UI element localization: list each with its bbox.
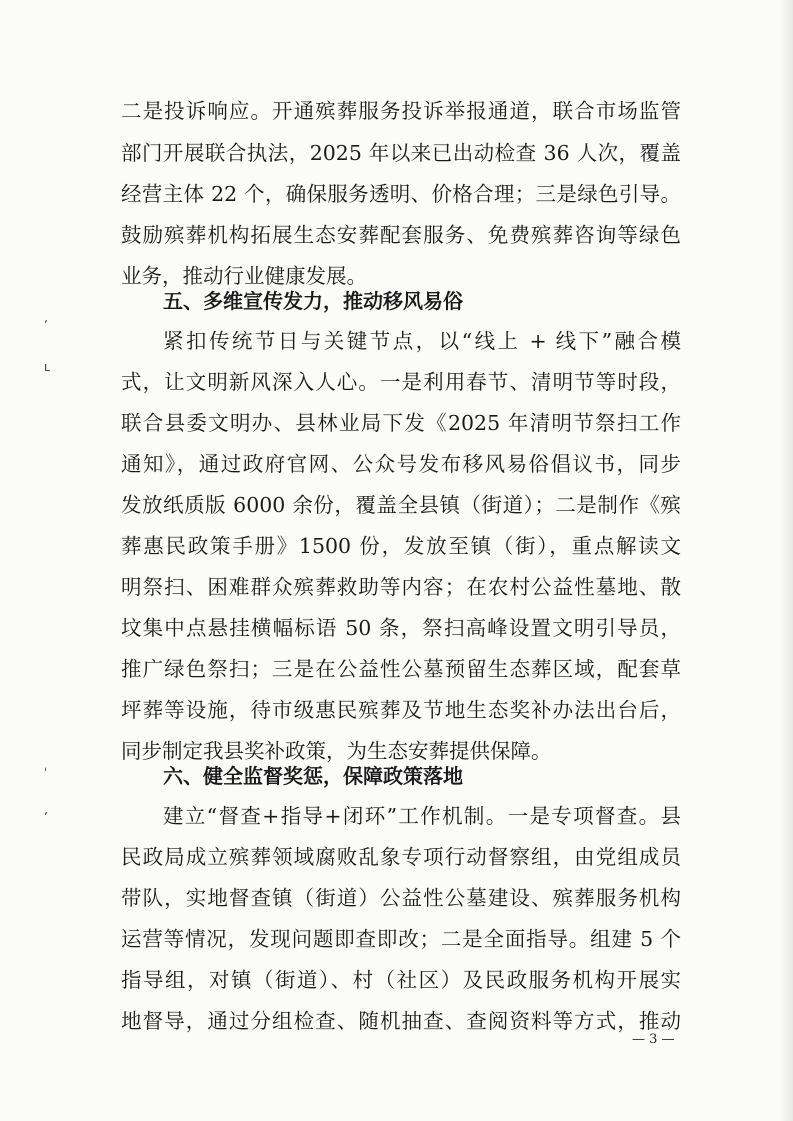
text-line: 通知》，通过政府官网、公众号发布移风易俗倡议书，同步 [121,452,681,476]
page-number: — 3 — [632,1032,675,1047]
text-line: 明祭扫、困难群众殡葬救助等内容；在农村公益性墓地、散 [121,575,681,599]
margin-mark: ʟ [44,360,51,374]
text-line: 坟集中点悬挂横幅标语 50 条，祭扫高峰设置文明引导员， [121,616,681,640]
section-heading: 六、健全监督奖惩，保障政策落地 [163,764,463,788]
text-line: 经营主体 22 个，确保服务透明、价格合理；三是绿色引导。 [121,182,681,206]
text-line: 部门开展联合执法，2025 年以来已出动检查 36 人次，覆盖 [121,141,681,165]
text-line: 发放纸质版 6000 余份，覆盖全县镇（街道）；二是制作《殡 [121,493,681,517]
text-line: 业务，推动行业健康发展。 [121,264,367,288]
section-heading: 五、多维宣传发力，推动移风易俗 [163,289,463,313]
text-line: 地督导，通过分组检查、随机抽查、查阅资料等方式，推动 [121,1009,681,1033]
text-line: 联合县委文明办、县林业局下发《2025 年清明节祭扫工作 [121,411,681,435]
text-line: 推广绿色祭扫；三是在公益性公墓预留生态葬区域，配套草 [121,657,681,681]
margin-mark: ʼ [44,810,48,824]
text-line: 二是投诉响应。开通殡葬服务投诉举报通道，联合市场监管 [121,99,681,123]
text-line: 运营等情况，发现问题即查即改；二是全面指导。组建 5 个 [121,927,681,951]
text-line: 带队，实地督查镇（街道）公益性公墓建设、殡葬服务机构 [121,886,681,910]
text-line: 紧扣传统节日与关键节点，以“线上 + 线下”融合模 [163,329,681,353]
text-line: 同步制定我县奖补政策，为生态安葬提供保障。 [121,739,552,763]
margin-mark: ʼ [44,318,48,332]
text-line: 坪葬等设施，待市级惠民殡葬及节地生态奖补办法出台后， [121,698,681,722]
text-line: 建立“督查+指导+闭环”工作机制。一是专项督查。县 [163,804,681,828]
text-line: 鼓励殡葬机构拓展生态安葬配套服务、免费殡葬咨询等绿色 [121,223,681,247]
text-line: 葬惠民政策手册》1500 份，发放至镇（街），重点解读文 [121,534,681,558]
text-line: 民政局成立殡葬领域腐败乱象专项行动督察组，由党组成员 [121,845,681,869]
text-line: 式，让文明新风深入人心。一是利用春节、清明节等时段， [121,370,681,394]
margin-mark: ˈ [44,766,48,780]
text-line: 指导组，对镇（街道）、村（社区）及民政服务机构开展实 [121,968,681,992]
